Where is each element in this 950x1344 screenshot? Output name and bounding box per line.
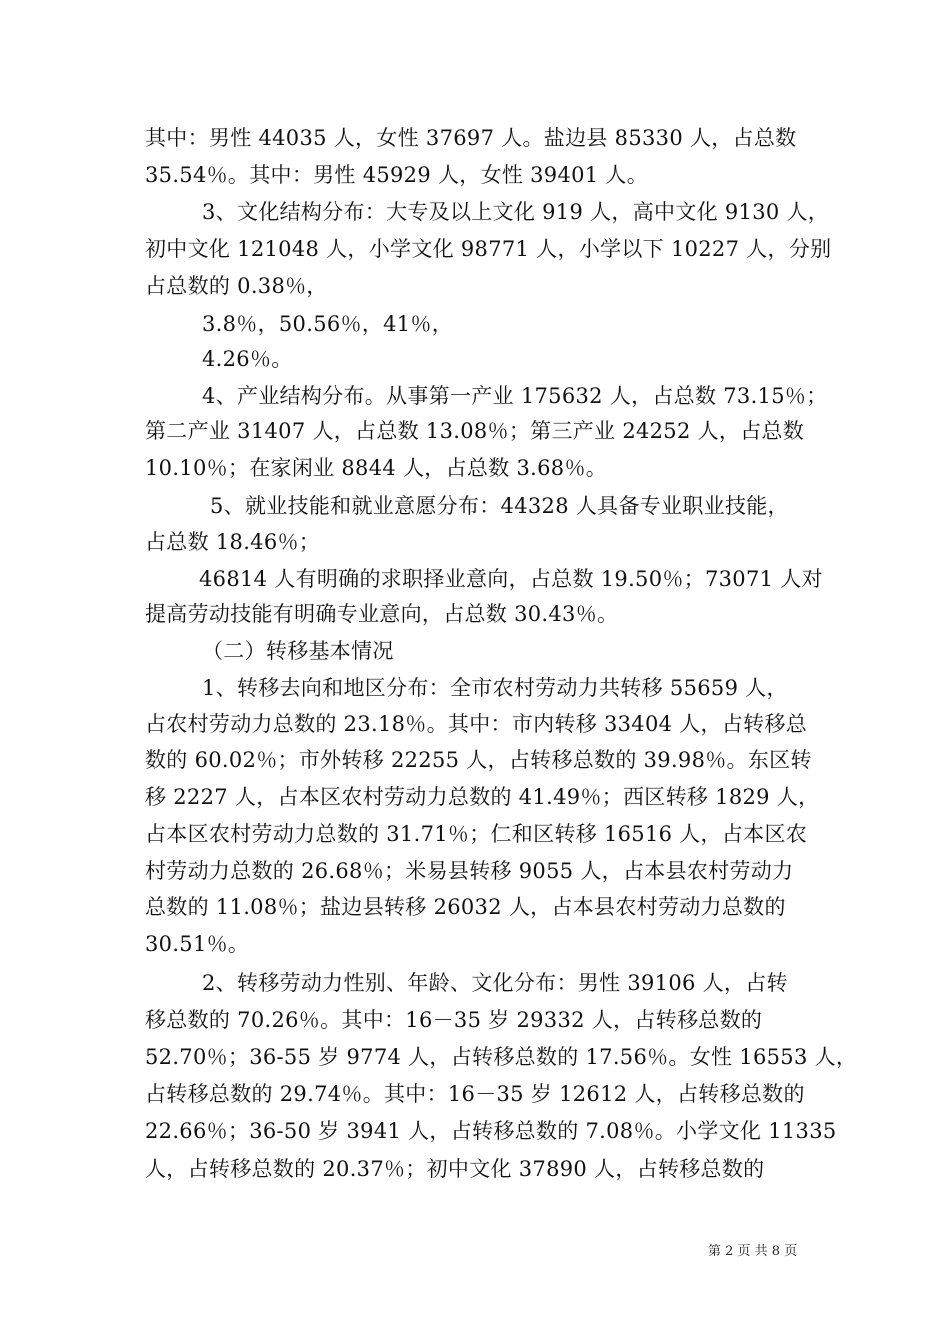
text-line: 移 2227 人，占本区农村劳动力总数的 41.49％；西区转移 1829 人， <box>145 785 820 809</box>
text-line: 人，占转移总数的 20.37％；初中文化 37890 人，占转移总数的 <box>145 1157 765 1181</box>
text-line: 30.51％。 <box>145 932 250 956</box>
text-line: 初中文化 121048 人，小学文化 98771 人，小学以下 10227 人，分别 <box>145 237 832 261</box>
text-line: 35.54％。其中：男性 45929 人，女性 39401 人。 <box>145 163 649 187</box>
text-line: 占总数的 0.38％， <box>145 274 328 298</box>
text-line: 46814 人有明确的求职择业意向，占总数 19.50％；73071 人对 <box>199 567 823 591</box>
text-line: 总数的 11.08％；盐边县转移 26032 人，占本县农村劳动力总数的 <box>145 895 786 919</box>
text-line: 数的 60.02％；市外转移 22255 人，占转移总数的 39.98％。东区转 <box>145 748 812 772</box>
text-line: 其中：男性 44035 人，女性 37697 人。盐边县 85330 人，占总数 <box>145 126 797 150</box>
text-line: 52.70％；36-55 岁 9774 人，占转移总数的 17.56％。女性 16553 人， <box>145 1045 858 1069</box>
text-line: 3、文化结构分布：大专及以上文化 919 人，高中文化 9130 人， <box>202 200 830 224</box>
text-line: 22.66％；36-50 岁 3941 人，占转移总数的 7.08％。小学文化 11335 <box>145 1119 837 1143</box>
text-line: 4、产业结构分布。从事第一产业 175632 人，占总数 73.15％； <box>202 384 828 408</box>
text-line: 4.26％。 <box>202 347 293 371</box>
text-line: 5、就业技能和就业意愿分布：44328 人具备专业职业技能， <box>210 494 789 518</box>
text-line: 2、转移劳动力性别、年龄、文化分布：男性 39106 人，占转 <box>202 971 788 995</box>
page-number-footer: 第 2 页 共 8 页 <box>708 1244 798 1259</box>
text-line: 占总数 18.46％； <box>145 530 321 554</box>
text-line: 10.10％；在家闲业 8844 人，占总数 3.68％。 <box>145 456 608 480</box>
text-line: 占本区农村劳动力总数的 31.71％；仁和区转移 16516 人，占本区农 <box>145 822 808 846</box>
text-line: 3.8％，50.56％，41％， <box>202 312 454 336</box>
text-line: 第二产业 31407 人，占总数 13.08％；第三产业 24252 人，占总数 <box>145 419 805 443</box>
text-line: 1、转移去向和地区分布：全市农村劳动力共转移 55659 人， <box>202 676 788 700</box>
text-line: 移总数的 70.26％。其中：16－35 岁 29332 人，占转移总数的 <box>145 1008 763 1032</box>
text-line: 占转移总数的 29.74％。其中：16－35 岁 12612 人，占转移总数的 <box>145 1082 805 1106</box>
text-line: 提高劳动技能有明确专业意向，占总数 30.43％。 <box>145 602 619 626</box>
section-heading: （二）转移基本情况 <box>202 639 394 663</box>
text-line: 占农村劳动力总数的 23.18％。其中：市内转移 33404 人，占转移总 <box>145 712 808 736</box>
text-line: 村劳动力总数的 26.68％；米易县转移 9055 人，占本县农村劳动力 <box>145 859 794 883</box>
